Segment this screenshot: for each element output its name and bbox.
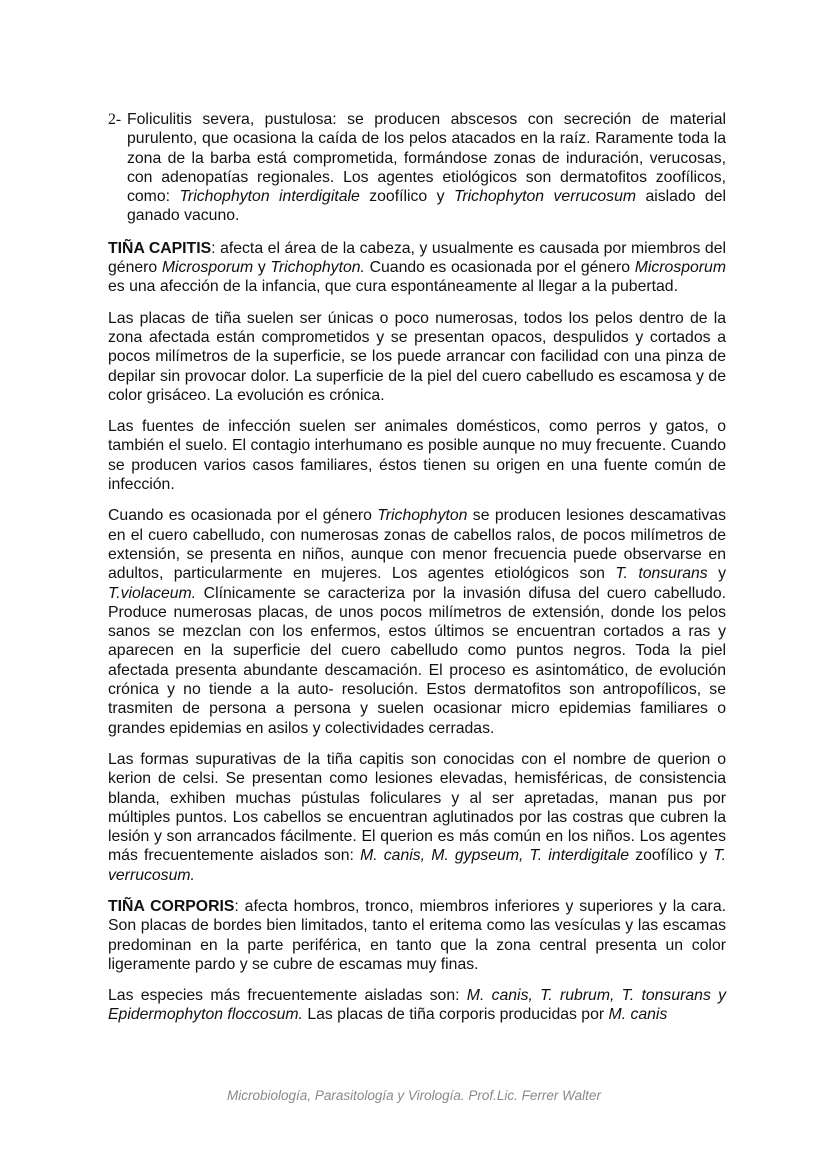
paragraph-placas: Las placas de tiña suelen ser únicas o poco numerosas, todos los pelos dentro de la zona afectada están comprometidos y se presentan opacos, despulidos y cortados a pocos milímetros de la superficie, se los puede arrancar con facilidad con una pinza de depilar sin provocar dolor. La superficie de la piel del cuero cabelludo es escamosa y de color grisáceo. La evolución es crónica. xyxy=(108,309,726,404)
species-name: Trichophyton verrucosum xyxy=(453,188,637,206)
text: zoofílico y xyxy=(629,847,714,865)
text: Foliculitis severa, pustulosa: se producen abscesos con secreción de material purulento, que ocasiona la caída de los pelos atacados en la raíz. Raramente toda la zona de la barba está comprometida, formándose zonas de induración, verucosas, con adenopatías regionales. Los agentes etiológicos son dermatofitos zoofílicos, como: xyxy=(127,111,726,206)
species-name: M. canis, T. rubrum, T. tonsurans y Epidermophyton floccosum. xyxy=(108,987,726,1024)
text: y xyxy=(253,259,271,277)
text: zoofílico y xyxy=(359,188,454,206)
section-heading: TIÑA CORPORIS xyxy=(108,897,235,915)
text: Cuando es ocasionada por el género xyxy=(108,507,378,525)
text: Las formas supurativas de la tiña capitis son conocidas con el nombre de querion o kerion de celsi. Se presentan como lesiones elevadas, hemisféricas, de consistencia blanda, exhiben muchas pústulas foliculares y al ser apretadas, manan pus por múltiples puntos. Los cabellos se encuentran aglutinados por las costras que cubren la lesión y son arrancados fácilmente. El querion es más común en los niños. Los agentes más frecuentemente aislados son: xyxy=(108,750,726,865)
text: : afecta hombros, tronco, miembros inferiores y superiores y la cara. Son placas de bordes bien limitados, tanto el eritema como las vesículas y las escamas predominan en la parte periférica, en tanto que la zona central presenta un color ligeramente pardo y se cubre de escamas muy finas. xyxy=(108,897,726,973)
paragraph-especies xyxy=(108,986,726,1025)
page-footer: Microbiología, Parasitología y Virología. Prof.Lic. Ferrer Walter xyxy=(227,1088,601,1103)
list-item-2 xyxy=(108,110,726,226)
section-heading: TIÑA CAPITIS xyxy=(108,239,212,257)
genus-name: Microsporum xyxy=(634,259,726,277)
species-name: T. verrucosum. xyxy=(108,847,727,884)
text: se producen lesiones descamativas en el cuero cabelludo, con numerosas zonas de cabellos ralos, de pocos milímetros de extensión, se presenta en niños, aunque con menor frecuencia puede observarse en adultos, particularmente en mujeres. Los agentes etiológicos son xyxy=(108,507,726,583)
document-page xyxy=(108,110,726,1037)
paragraph-kerion xyxy=(108,750,726,885)
paragraph-trichophyton xyxy=(108,506,726,738)
text: Clínicamente se caracteriza por la invasión difusa del cuero cabelludo. Produce numerosas placas, de unos pocos milímetros de extensión, donde los pelos sanos se mezclan con los enfermos, estos últimos se encuentran cortados a ras y aparecen en la superficie del cuero cabelludo como puntos negros. Toda la piel afectada presenta abundante descamación. El proceso es asintomático, de evolución crónica y no tiende a la auto- resolución. Estos dermatofitos son antropofílicos, se trasmiten de persona a persona y suelen ocasionar micro epidemias familiares o grandes epidemias en asilos y colectividades cerradas. xyxy=(108,584,726,737)
paragraph-tina-capitis xyxy=(108,239,726,297)
text: : afecta el área de la cabeza, y usualmente es causada por miembros del género xyxy=(108,239,726,277)
species-name: T. tonsurans xyxy=(615,565,708,583)
species-name: M. canis, M. gypseum, T. interdigitale xyxy=(360,847,630,865)
text: Cuando es ocasionada por el género xyxy=(364,259,635,277)
text: y xyxy=(707,565,726,583)
paragraph-fuentes: Las fuentes de infección suelen ser animales domésticos, como perros y gatos, o también el suelo. El contagio interhumano es posible aunque no muy frecuente. Cuando se producen varios casos familiares, éstos tienen su origen en una fuente común de infección. xyxy=(108,418,726,494)
paragraph-tina-corporis xyxy=(108,897,726,974)
text: es una afección de la infancia, que cura espontáneamente al llegar a la pubertad. xyxy=(108,278,678,296)
genus-name: Microsporum xyxy=(161,259,254,277)
text: aislado del ganado vacuno. xyxy=(127,188,727,225)
species-name: Trichophyton interdigitale xyxy=(179,188,360,206)
list-number: 2- xyxy=(108,111,122,128)
species-name: T.violaceum. xyxy=(108,584,197,602)
species-name: M. canis xyxy=(608,1006,668,1024)
genus-name: Trichophyton. xyxy=(270,259,365,277)
text: Las especies más frecuentemente aisladas son: xyxy=(108,987,467,1005)
genus-name: Trichophyton xyxy=(377,507,468,525)
text: Las placas de tiña corporis producidas por xyxy=(302,1006,609,1024)
